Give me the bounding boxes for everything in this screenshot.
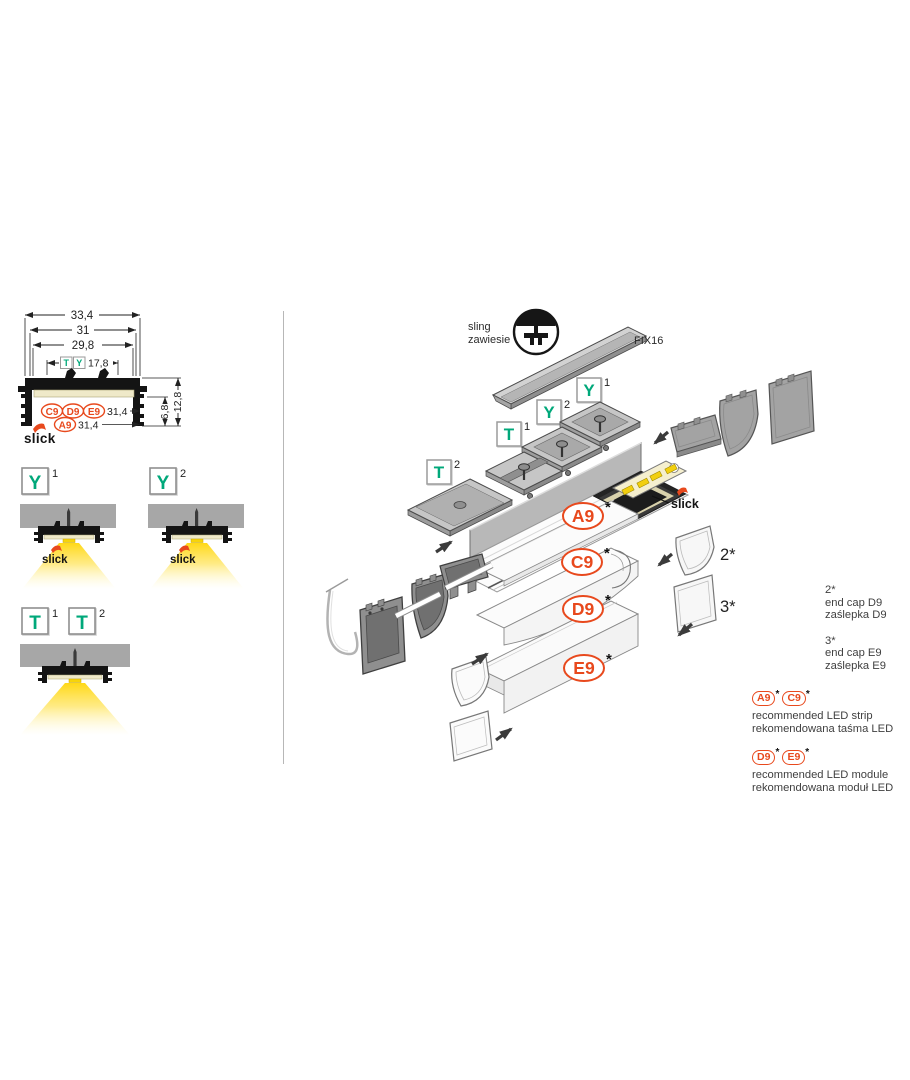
led-source xyxy=(63,539,75,543)
variant-y1-letter: Y xyxy=(28,473,42,494)
tag-a9-star: * xyxy=(775,688,780,700)
note2-en: end cap D9 xyxy=(825,596,883,609)
variant-t2-letter: T xyxy=(433,463,445,482)
led-shelf xyxy=(48,675,102,679)
label-c9: C9 xyxy=(45,406,59,418)
panel-divider xyxy=(283,311,284,764)
tag-c9: C9 xyxy=(782,691,805,706)
variant-box-y1 xyxy=(22,468,48,494)
variant-t1-letter: T xyxy=(29,613,41,634)
variant-y2-letter: Y xyxy=(156,473,170,494)
cap3-label: 3* xyxy=(720,598,736,616)
brand-wordmark xyxy=(24,424,56,445)
dim-31-label: 31 xyxy=(76,325,90,337)
variant-box-t2 xyxy=(69,608,95,634)
light-cone xyxy=(20,683,130,735)
tag-c9-star: * xyxy=(805,688,810,700)
diffuser-cap-square-white xyxy=(450,711,492,761)
dim-29-8-label: 29,8 xyxy=(71,340,95,352)
sling-icon xyxy=(514,310,558,354)
label-d9: D9 xyxy=(66,406,80,418)
variant-t-letter: T xyxy=(63,358,69,368)
assembly-arrow xyxy=(659,554,672,565)
dim-31-4-top: 31,4 xyxy=(107,406,128,418)
variant-box-t1 xyxy=(497,422,521,446)
note-led-module-pl: rekomendowana moduł LED xyxy=(752,781,894,794)
variant-y1-letter: Y xyxy=(583,381,595,400)
dim-12-8-label: 12,8 xyxy=(172,391,184,413)
mounting-diagram-t xyxy=(16,602,156,737)
label-d9-text: D9 xyxy=(571,599,595,619)
fix16-label: FIX16 xyxy=(634,335,664,347)
dim-33-4-label: 33,4 xyxy=(70,310,94,322)
label-e9: E9 xyxy=(87,406,101,418)
sling-caption-en: sling xyxy=(468,321,491,333)
variant-t2-sup: 2 xyxy=(454,459,461,471)
variant-y2-sup: 2 xyxy=(564,399,571,411)
variant-t2-letter: T xyxy=(76,613,88,634)
end-cap-2-round xyxy=(676,526,714,575)
dim-31-4-bottom: 31,4 xyxy=(78,419,99,432)
cross-section-drawing xyxy=(8,302,190,445)
end-cap-round-gray xyxy=(720,390,758,456)
variant-t1-sup: 1 xyxy=(524,421,531,433)
label-a9: A9 xyxy=(58,420,72,432)
note3-code: 3* xyxy=(825,634,836,647)
tag-d9-star: * xyxy=(775,747,780,759)
label-d9-star: * xyxy=(605,592,611,609)
label-c9-star: * xyxy=(604,545,610,562)
tag-a9: A9 xyxy=(752,691,775,706)
led-shelf xyxy=(34,390,134,397)
variant-y1-sup: 1 xyxy=(52,468,59,480)
note3-pl: zaślepka E9 xyxy=(825,659,886,672)
dim-6-8-label: 6,8 xyxy=(159,404,171,420)
label-e9-star: * xyxy=(606,651,612,668)
tag-d9: D9 xyxy=(752,750,775,765)
label-c9-text: C9 xyxy=(570,552,594,572)
variant-t1-letter: T xyxy=(503,425,515,444)
variant-box-t2 xyxy=(427,460,451,484)
note-led-strip-en: recommended LED strip xyxy=(752,710,873,723)
led-module-tags xyxy=(752,747,910,765)
led-source xyxy=(191,539,203,543)
led-strip-tags xyxy=(752,689,910,707)
power-cable xyxy=(326,579,357,654)
led-shelf xyxy=(172,535,222,539)
variant-t1-sup: 1 xyxy=(52,608,59,620)
variant-y2-letter: Y xyxy=(543,403,555,422)
note2-code: 2* xyxy=(825,584,836,596)
variant-y-letter: Y xyxy=(76,358,83,368)
note2-pl: zaślepka D9 xyxy=(825,609,887,622)
end-cap-square-dark xyxy=(360,597,405,674)
label-a9-text: A9 xyxy=(571,506,595,526)
component-labels xyxy=(42,404,141,432)
variant-box-y1 xyxy=(577,378,601,402)
note3-en: end cap E9 xyxy=(825,647,882,660)
mounting-diagram-y2 xyxy=(144,464,262,590)
variant-y1-sup: 1 xyxy=(604,377,611,389)
assembly-arrow xyxy=(496,729,511,740)
variant-box-y2 xyxy=(150,468,176,494)
variant-t2-sup: 2 xyxy=(99,608,106,620)
led-shelf xyxy=(44,535,94,539)
sling-caption-pl: zawiesie xyxy=(468,334,511,346)
diffuser-cap-round-white xyxy=(452,657,489,706)
end-cap-3-flat xyxy=(674,575,716,632)
light-cone xyxy=(22,543,116,589)
notes-column xyxy=(752,584,910,794)
cap2-label: 2* xyxy=(720,546,736,564)
note-end-cap-d9 xyxy=(825,584,910,622)
brand-text: slick xyxy=(671,497,699,511)
tag-e9: E9 xyxy=(782,750,805,765)
dim-17-8-label: 17,8 xyxy=(88,357,109,370)
brand-text: slick xyxy=(24,431,56,445)
note-end-cap-e9 xyxy=(825,635,910,673)
brand-text: slick xyxy=(170,554,196,566)
brand-text: slick xyxy=(42,554,68,566)
label-a9-star: * xyxy=(605,499,611,516)
label-e9-text: E9 xyxy=(573,658,595,678)
variant-y2-sup: 2 xyxy=(180,468,187,480)
note-led-strip-pl: rekomendowana taśma LED xyxy=(752,722,894,735)
end-cap-square-gray xyxy=(769,371,814,444)
variant-box-t1 xyxy=(22,608,48,634)
assembly-arrow xyxy=(655,432,668,443)
end-cap-shallow-gray xyxy=(671,415,721,457)
dim-heights xyxy=(142,378,184,426)
variant-box-y2 xyxy=(537,400,561,424)
mounting-diagram-y1 xyxy=(16,464,134,590)
led-source xyxy=(69,679,81,683)
tag-e9-star: * xyxy=(805,747,810,759)
note-led-module-en: recommended LED module xyxy=(752,769,889,782)
light-cone xyxy=(150,543,244,589)
assembly-arrow xyxy=(436,542,451,552)
